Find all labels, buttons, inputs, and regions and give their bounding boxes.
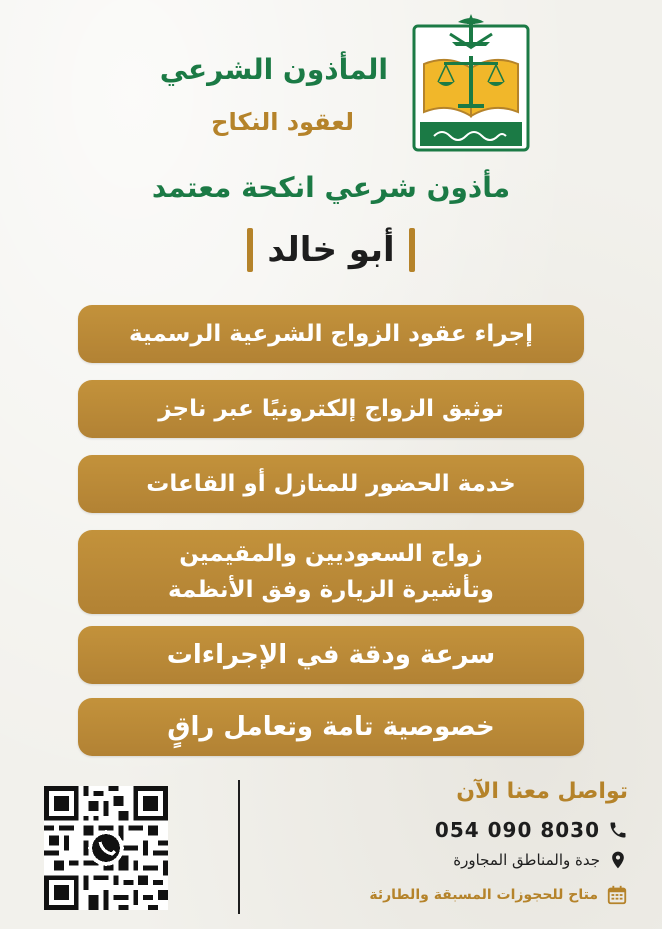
ministry-emblem-icon (412, 12, 530, 152)
service-label-line-1: زواج السعوديين والمقيمين (179, 541, 483, 567)
location-row (453, 850, 628, 870)
service-label: خدمة الحضور للمنازل أو القاعات (146, 471, 516, 497)
service-item (78, 305, 584, 363)
divider (238, 780, 240, 914)
qr-code[interactable] (44, 786, 168, 910)
tagline: مأذون شرعي انكحة معتمد (151, 171, 511, 204)
service-item (78, 380, 584, 438)
service-item (78, 626, 584, 684)
officiant-name: أبو خالد (267, 230, 395, 270)
service-label-line-2: وتأشيرة الزيارة وفق الأنظمة (168, 577, 494, 603)
name-bar-right (409, 228, 415, 272)
service-item (78, 455, 584, 513)
service-item (78, 698, 584, 756)
contact-title: تواصل معنا الآن (456, 779, 628, 804)
map-pin-icon (608, 850, 628, 870)
service-label: سرعة ودقة في الإجراءات (166, 640, 496, 670)
service-label: خصوصية تامة وتعامل راقٍ (167, 712, 495, 742)
page-title: المأذون الشرعي (159, 53, 388, 86)
phone-icon (608, 820, 628, 840)
service-label: توثيق الزواج إلكترونيًا عبر ناجز (158, 396, 504, 422)
page-subtitle: لعقود النكاح (211, 108, 354, 136)
name-block (0, 228, 662, 272)
availability-text: متاح للحجوزات المسبقة والطارئة (369, 887, 598, 903)
name-bar-left (247, 228, 253, 272)
service-item (78, 530, 584, 614)
availability-row (369, 884, 628, 906)
location-text: جدة والمناطق المجاورة (453, 851, 600, 869)
calendar-icon (606, 884, 628, 906)
phone-row[interactable] (435, 818, 628, 842)
phone-number[interactable]: 054 090 8030 (434, 818, 600, 842)
service-label: إجراء عقود الزواج الشرعية الرسمية (129, 321, 533, 347)
